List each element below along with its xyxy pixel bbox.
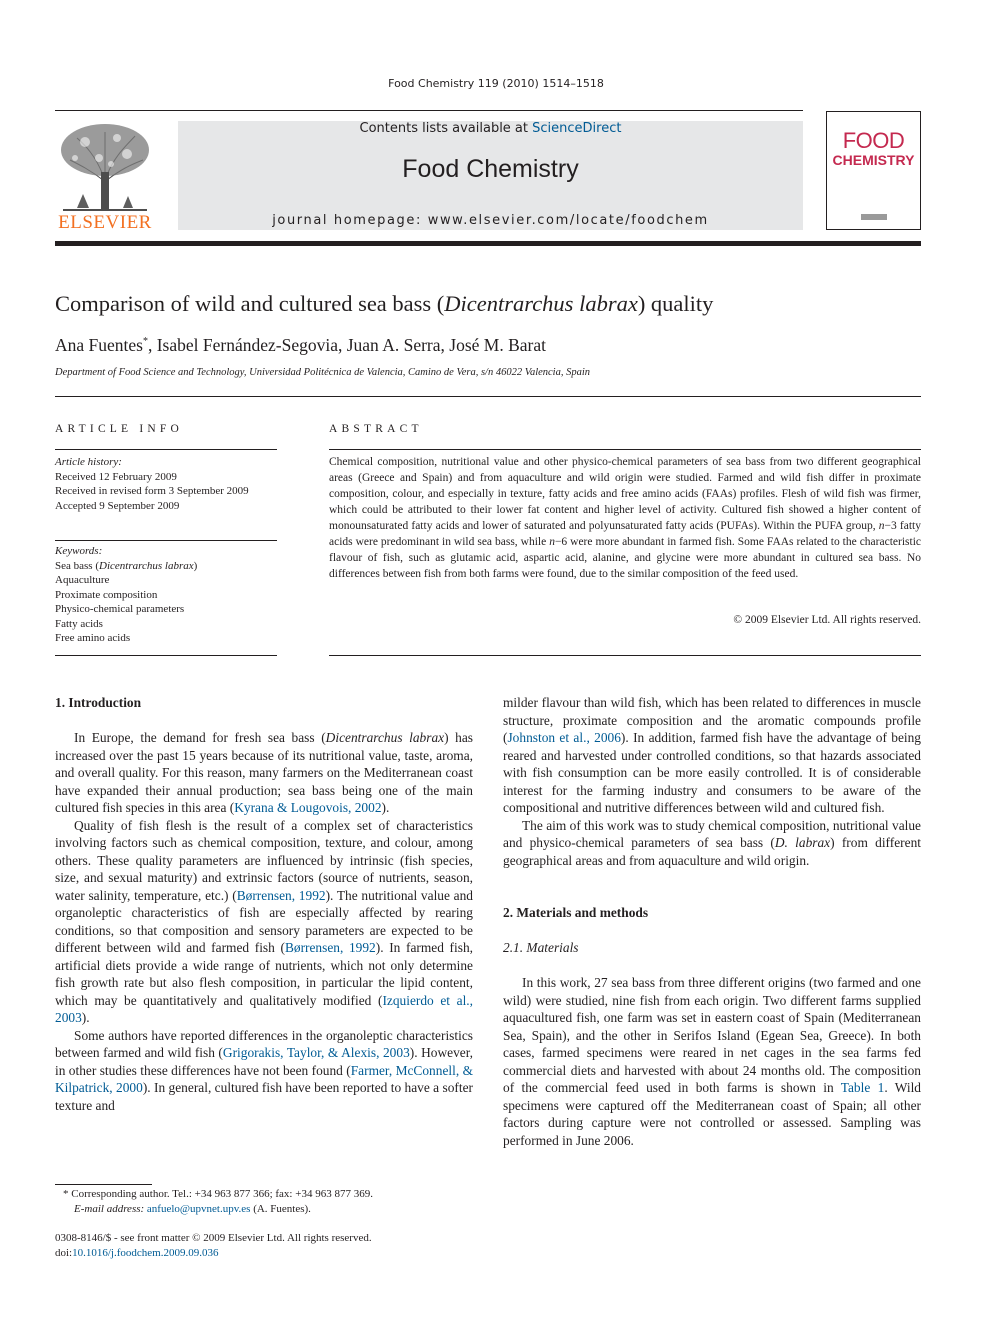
intro-heading: 1. Introduction [55, 695, 142, 710]
keywords: Keywords: Sea bass (Dicentrarchus labrax) Aquaculture Proximate composition Physico-chemical parameters Fatty acids Free amino acids [55, 544, 277, 646]
keyword-item: Free amino acids [55, 632, 131, 644]
table-link[interactable]: Table 1 [840, 1080, 885, 1095]
corresponding-footnote: * Corresponding author. Tel.: +34 963 877 366; fax: +34 963 877 369. E-mail address: anfuelo@upvnet.upv.es (A. Fuentes). [63, 1188, 373, 1215]
title-rule [55, 396, 921, 397]
body-left-column [55, 694, 473, 1113]
email-link[interactable]: anfuelo@upvnet.upv.es [146, 1202, 251, 1215]
cover-publisher-mark [861, 214, 887, 220]
article-info-rule [55, 449, 277, 450]
intro-paragraph-3: Some authors have reported differences in the organoleptic characteristics between farmed and wild fish (Grigorakis, Taylor, & Alexis, 2003). However, in other studies these differences have not been found (Farmer, McConnell, & Kilpatrick, 2000). In general, cultured fish have been reported to have a softer texture and [55, 1027, 473, 1113]
elsevier-logo[interactable] [55, 120, 155, 232]
keywords-rule [55, 540, 277, 541]
materials-paragraph: In this work, 27 sea bass from three different origins (two farmed and one wild) were studied, nine fish from each origin. Two different farms supplied aquacultured fish, one farm was set in eastern coast of Spain (Mediterranean Sea, Spain), and the other in Serifos Island (Egean Sea, Greece). In both cases, farmed specimens were reared in net cages in the sea farms fed commercial diets and harvested with about 24 months old. The composition of the commercial feed used in both farms is shown in Table 1. Wild specimens were captured off the Mediterranean coast of Spain; all other factors during capture were not controlled or assessed. Sampling was performed in June 2006. [503, 975, 921, 1148]
intro-paragraph-4: The aim of this work was to study chemical composition, nutritional value and physico-chemical parameters of sea bass (D. labrax) from different geographical areas and from aquaculture and wild origin. [503, 817, 921, 868]
materials-subheading: 2.1. Materials [503, 940, 579, 955]
body-right-column [503, 694, 921, 1149]
affiliation: Department of Food Science and Technology, Universidad Politécnica de Valencia, Camino de Vera, s/n 46022 Valencia, Spain [55, 367, 591, 378]
citation-link[interactable]: Grigorakis, Taylor, & Alexis, 2003 [222, 1045, 410, 1060]
citation-link[interactable]: Kyrana & Lougovois, 2002 [234, 800, 382, 815]
intro-paragraph-2: Quality of fish flesh is the result of a complex set of characteristics involving factors such as chemical composition, texture, and colour, among others. These quality parameters are influenced by intrinsic (fish species, size, and sexual maturity) and extrinsic factors (source of nutrients, season, water salinity, temperature, etc.) (Børrensen, 1992). The nutritional value and organoleptic characteristics of fish are especially affected by rearing conditions, so that composition and sensory parameters are expected to be different between wild and farmed fish (Børrensen, 1992). In farmed fish, artificial diets provide a wide range of nutrients, which not only determine fish growth rate but also flesh composition, in particular the lipid content, which may be quantitatively and qualitatively modified (Izquierdo et al., 2003). [55, 817, 473, 1025]
keyword-item: Proximate composition [55, 588, 158, 601]
abstract-rule [329, 449, 921, 450]
author-first[interactable]: Ana Fuentes [55, 335, 143, 355]
citation-link[interactable]: Børrensen, 1992 [284, 940, 376, 955]
abstract-heading: ABSTRACT [329, 423, 423, 435]
cover-title-food: FOOD [842, 128, 905, 153]
history-accepted: Accepted 9 September 2009 [55, 499, 180, 512]
citation-link[interactable]: Farmer, McConnell, & Kilpatrick, 2000 [55, 1062, 473, 1095]
doi-link[interactable]: 10.1016/j.foodchem.2009.09.036 [72, 1246, 219, 1259]
footnote-rule [55, 1184, 152, 1185]
front-matter-note: 0308-8146/$ - see front matter © 2009 Elsevier Ltd. All rights reserved. doi:10.1016/j.foodchem.2009.09.036 [55, 1232, 372, 1259]
journal-homepage[interactable]: journal homepage: www.elsevier.com/locate/foodchem [272, 213, 709, 228]
header-rule [55, 110, 803, 111]
history-received: Received 12 February 2009 [55, 470, 177, 483]
keyword-item: Aquaculture [55, 574, 110, 586]
citation-link[interactable]: Johnston et al., 2006 [507, 730, 621, 745]
keyword-item: Physico-chemical parameters [55, 603, 185, 615]
author-list: Ana Fuentes*, Isabel Fernández-Segovia, Juan A. Serra, José M. Barat [55, 335, 546, 355]
intro-paragraph-3-cont: milder flavour than wild fish, which has been related to differences in muscle structure, proximate composition and the aromatic compounds profile (Johnston et al., 2006). In addition, farmed fish have the advantage of being reared and harvested under controlled conditions, so that hazards associated with fish consumption can be more easily controlled. It is of considerable interest for the farming industry and consumers to be aware of the compositional and nutritive differences between wild and cultured fish. [503, 695, 921, 815]
article-title: Comparison of wild and cultured sea bass (Dicentrarchus labrax) quality [55, 291, 714, 316]
header-thick-rule [55, 241, 921, 246]
methods-heading: 2. Materials and methods [503, 905, 649, 920]
citation-link[interactable]: Izquierdo et al., 2003 [55, 992, 473, 1025]
abstract-text: Chemical composition, nutritional value and other physico-chemical parameters of sea bass from two different geographical areas (Greece and Spain) and from aquaculture and wild origin were studied. Farmed and wild fish differ in proximate composition, colour, and especially in texture, fatty acids and free amino acids (FAAs) profiles. Flesh of wild fish was firmer, which could be attributed to their lower fat content and higher level of activity. Cultured fish showed a higher content of monounsaturated fatty acids and lower of saturated and polyunsaturated fatty acids (PUFAs). Within the PUFA group, n−3 fatty acids were predominant in wild sea bass, while n−6 were more abundant in farmed fish. Some FAAs related to the characteristic flavour of fish, such as glutamic acid, aspartic acid, alanine, and glycine were more abundant in cultured sea bass. No differences between fish from both farms were found, due to the similar composition of the feed used. [329, 456, 921, 580]
corresponding-mark[interactable]: * [142, 336, 148, 348]
elsevier-wordmark: ELSEVIER [58, 212, 152, 233]
abstract-bottom-rule [329, 655, 921, 656]
citation-link[interactable]: Børrensen, 1992 [236, 887, 326, 903]
contents-line [178, 121, 803, 136]
abstract-copyright: © 2009 Elsevier Ltd. All rights reserved. [733, 614, 921, 626]
cover-title-chemistry: CHEMISTRY [832, 152, 915, 168]
contents-prefix: Contents lists available at [359, 121, 533, 136]
history-revised: Received in revised form 3 September 2009 [55, 485, 249, 497]
sciencedirect-link[interactable]: ScienceDirect [532, 121, 622, 136]
journal-citation: Food Chemistry 119 (2010) 1514–1518 [388, 77, 604, 90]
info-bottom-rule [55, 655, 277, 656]
journal-cover[interactable] [826, 111, 921, 230]
journal-name: Food Chemistry [402, 155, 579, 183]
keyword-item: Sea bass (Dicentrarchus labrax) [55, 559, 198, 572]
article-info-heading: ARTICLE INFO [55, 423, 183, 435]
keyword-item: Fatty acids [55, 617, 103, 630]
intro-paragraph-1: In Europe, the demand for fresh sea bass (Dicentrarchus labrax) has increased over the past 15 years because of its nutritional value, taste, aroma, and overall quality. For this reason, many farmers on the Mediterranean coast have expanded their annual production; sea bass being one of the main cultured fish species in this area (Kyrana & Lougovois, 2002). [55, 730, 473, 815]
article-history: Article history: Received 12 February 2009 Received in revised form 3 September 2009 Accepted 9 September 2009 [55, 455, 277, 513]
